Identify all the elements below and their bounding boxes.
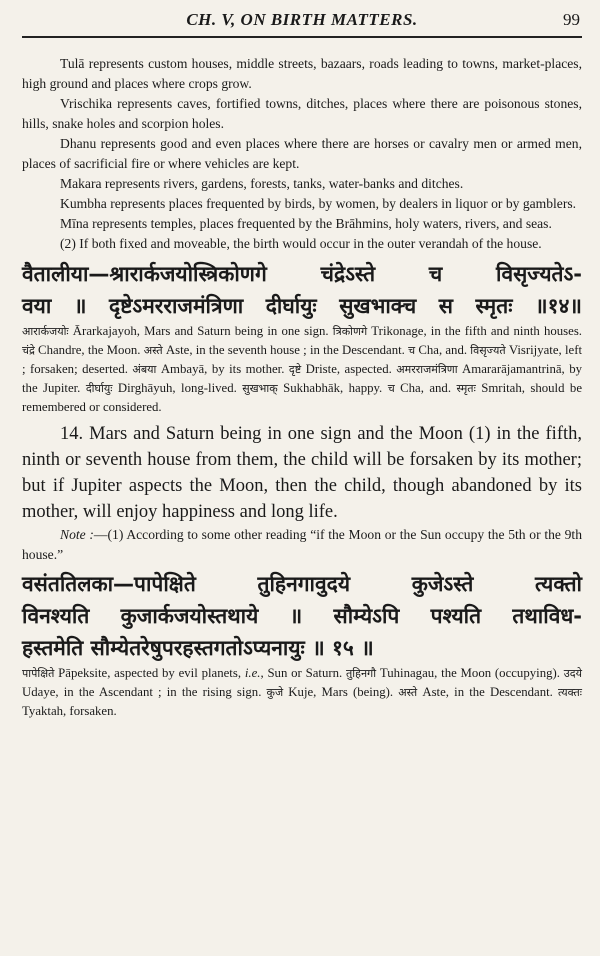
gloss-term: च — [408, 344, 416, 357]
gloss-term: अंबया — [132, 363, 157, 376]
gloss-text: Chandre, the Moon. — [34, 343, 144, 357]
chapter-title: CH. V, ON BIRTH MATTERS. — [186, 10, 418, 29]
gloss-term: अमरराजमंत्रिणा — [396, 363, 458, 376]
running-header — [22, 6, 582, 38]
gloss-term: अस्ते — [143, 344, 163, 357]
paragraph-makara: Makara represents rivers, gardens, forests, tanks, water-banks and ditches. — [60, 176, 464, 191]
page-body — [22, 54, 582, 721]
gloss-term: उदये — [563, 667, 582, 680]
paragraph-dhanu: Dhanu represents good and even places where there are horses or cavalry men or armed men, places of sacrificial fire or where vehicles are kept. — [22, 136, 582, 171]
gloss-text: Cha, and. — [394, 381, 457, 395]
gloss-text: Amararājamantrinā, by the Jupiter. — [22, 362, 582, 395]
gloss-term: कुजे — [266, 686, 284, 699]
gloss-text: Driste, aspected. — [301, 362, 397, 376]
verse-15-line-1: वसंततिलका—पापेक्षिते तुहिनगावुदये कुजेऽस्ते त्यक्तो — [22, 572, 582, 596]
gloss-text: Aste, in the Descendant. — [417, 685, 559, 699]
verse-15-line-2: विनश्यति कुजार्कजयोस्तथाये ॥ सौम्येऽपि पश्यति तथाविध- — [22, 604, 582, 628]
gloss-term: दृष्टे — [288, 363, 302, 376]
translation-14: 14. Mars and Saturn being in one sign and the Moon (1) in the fifth, ninth or seventh house from them, the child will be forsaken by its mother; but if Jupiter aspects the Moon, then the child, though abandoned by its mother, will enjoy happiness and long life. — [22, 424, 582, 522]
paragraph-tula: Tulā represents custom houses, middle streets, bazaars, roads leading to towns, market-places, high ground and places where crops grow. — [22, 56, 582, 91]
gloss-text: Ambayā, by its mother. — [156, 362, 289, 376]
gloss-text: Udaye, in the Ascendant ; in the rising sign. — [22, 685, 267, 699]
verse-14-line-2: वया ॥ दृष्टेऽमरराजमंत्रिणा दीर्घायुः सुखभाक्च स स्मृतः ॥१४॥ — [22, 294, 582, 318]
gloss-term: पापेक्षिते — [22, 667, 55, 680]
gloss-term: च — [387, 382, 395, 395]
gloss-term: त्रिकोणगे — [332, 325, 368, 338]
gloss-text: Kuje, Mars (being). — [283, 685, 399, 699]
page-number: 99 — [563, 10, 580, 29]
gloss-text: Tyaktah, forsaken. — [22, 704, 117, 718]
paragraph-mina: Mīna represents temples, places frequented by the Brāhmins, holy waters, rivers, and seas. — [60, 216, 552, 231]
paragraph-kumbha: Kumbha represents places frequented by birds, by women, by dealers in liquor or by gamblers. — [60, 196, 577, 211]
note-text: —(1) According to some other reading “if the Moon or the Sun occupy the 5th or the 9th house.” — [22, 527, 583, 562]
gloss-term: त्यक्तः — [558, 686, 582, 699]
gloss-term: सुखभाक् — [242, 382, 278, 395]
gloss-abbrev: i.e., — [244, 666, 264, 680]
gloss-term: दीर्घायुः — [85, 382, 113, 395]
gloss-text: Dirghāyuh, long-lived. — [112, 381, 243, 395]
paragraph-vrischika: Vrischika represents caves, fortified towns, ditches, places where there are poisonous stones, hills, snake holes and scorpion holes. — [22, 96, 582, 131]
verse-14-line-1: वैतालीया—श्रारार्कजयोस्त्रिकोणगे चंद्रेऽस्ते च विसृज्यतेऽ- — [22, 262, 582, 286]
verse-14-word-gloss — [22, 322, 582, 417]
gloss-term: अस्ते — [398, 686, 418, 699]
verse-15-line-3: हस्तमेति सौम्येतरेषुपरहस्तगतोऽप्यनायुः ॥ १५ ॥ — [22, 636, 374, 660]
gloss-text: Ārarkajayoh, Mars and Saturn being in one sign. — [68, 324, 333, 338]
gloss-text: Sukhabhāk, happy. — [277, 381, 388, 395]
gloss-term: आरार्कजयोः — [22, 325, 69, 338]
paragraph-point-2: (2) If both fixed and moveable, the birth would occur in the outer verandah of the house. — [60, 236, 542, 251]
gloss-text: Cha, and. — [415, 343, 471, 357]
gloss-term: चंद्रे — [22, 344, 35, 357]
gloss-text: Sun or Saturn. — [263, 666, 346, 680]
gloss-text: Trikonage, in the fifth and ninth houses. — [367, 324, 583, 338]
gloss-text: Visrijyate, left ; forsaken; deserted. — [22, 343, 583, 376]
gloss-text: Aste, in the seventh house ; in the Descendant. — [162, 343, 409, 357]
gloss-text: Pāpeksite, aspected by evil planets, — [54, 666, 245, 680]
verse-15-word-gloss — [22, 664, 582, 721]
gloss-text: Tuhinagau, the Moon (occupying). — [376, 666, 564, 680]
gloss-text: Smritah, should be remembered or considered. — [22, 381, 583, 414]
note-label: Note : — [60, 527, 94, 542]
note-14 — [22, 525, 582, 565]
gloss-term: स्मृतः — [456, 382, 476, 395]
gloss-term: विसृज्यते — [470, 344, 506, 357]
gloss-term: तुहिनगौ — [345, 667, 377, 680]
